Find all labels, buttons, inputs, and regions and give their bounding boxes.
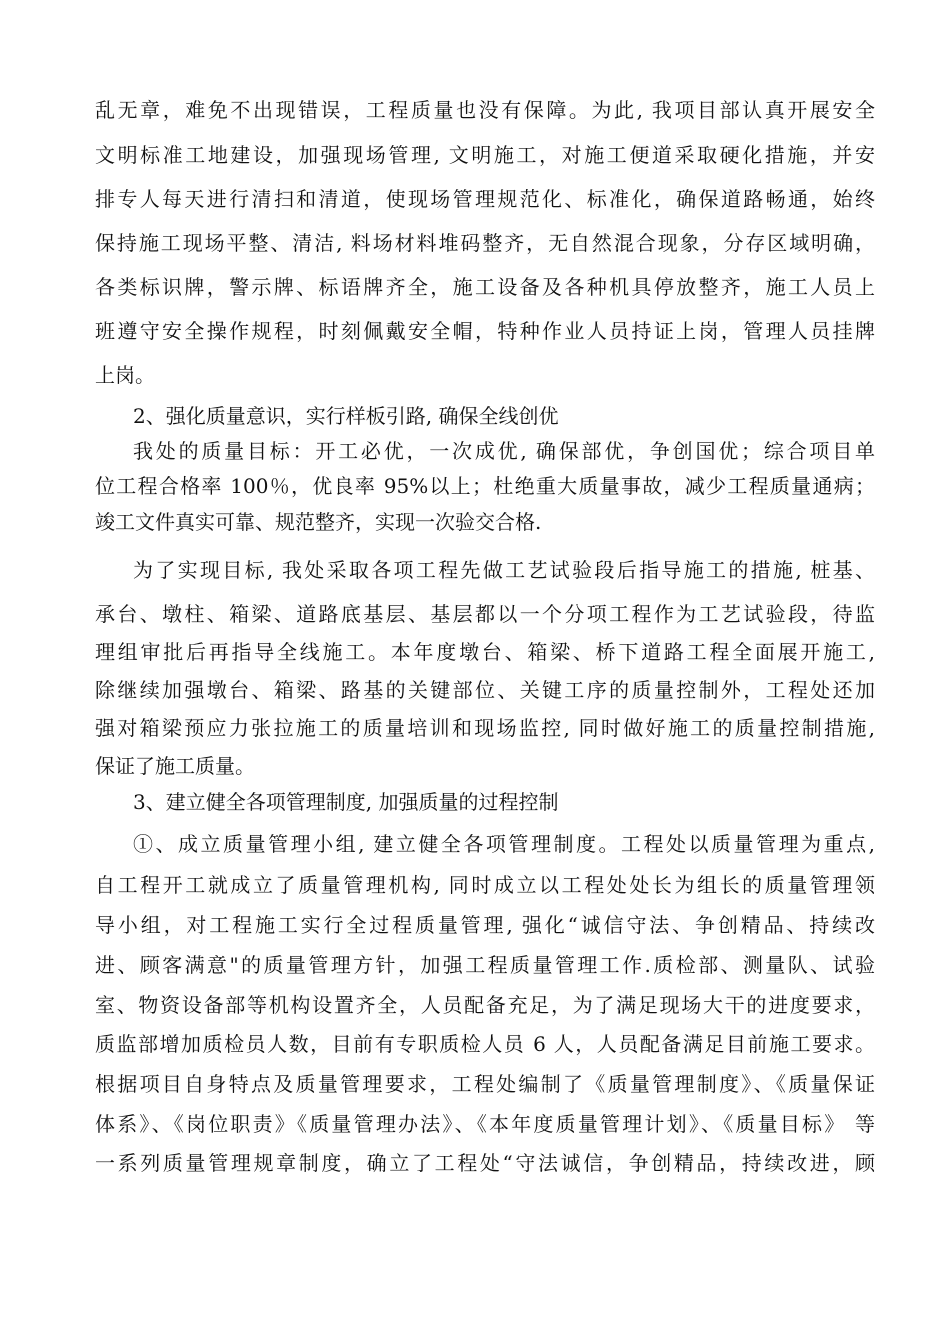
paragraph-line: 质监部增加质检员人数，目前有专职质检人员 6 人，人员配备满足目前施工要求。 — [95, 1032, 875, 1056]
paragraph-line: 根据项目自身特点及质量管理要求，工程处编制了《质量管理制度》、《质量保证 — [95, 1072, 875, 1096]
paragraph-line: 竣工文件真实可靠、规范整齐，实现一次验交合格. — [95, 510, 542, 534]
paragraph-line: 理组审批后再指导全线施工。本年度墩台、箱梁、桥下道路工程全面展开施工, — [95, 640, 875, 664]
paragraph-line: 文明标准工地建设，加强现场管理, 文明施工，对施工便道采取硬化措施，并安 — [95, 143, 875, 167]
paragraph-line: 乱无章，难免不出现错误，工程质量也没有保障。为此, 我项目部认真开展安全 — [95, 98, 875, 122]
paragraph-line: 承台、墩柱、箱梁、道路底基层、基层都以一个分项工程作为工艺试验段，待监 — [95, 602, 875, 626]
paragraph-line: 上岗。 — [95, 363, 155, 387]
paragraph-line: 保证了施工质量。 — [95, 754, 255, 778]
paragraph-line: 排专人每天进行清扫和清道，使现场管理规范化、标准化，确保道路畅通，始终 — [95, 187, 875, 211]
paragraph-line: 各类标识牌，警示牌、标语牌齐全，施工设备及各种机具停放整齐，施工人员上 — [95, 275, 875, 299]
paragraph-line: 保持施工现场平整、清洁, 料场材料堆码整齐，无自然混合现象，分存区域明确， — [95, 231, 875, 255]
paragraph-line: 进、顾客满意"的质量管理方针，加强工程质量管理工作.质检部、测量队、试验 — [95, 953, 875, 977]
paragraph-line: 位工程合格率 100％，优良率 95%以上；杜绝重大质量事故，减少工程质量通病； — [95, 474, 875, 498]
section-heading-3: 3、建立健全各项管理制度, 加强质量的过程控制 — [133, 790, 559, 814]
paragraph-line: 导小组，对工程施工实行全过程质量管理, 强化“诚信守法、争创精品、持续改 — [95, 913, 875, 937]
paragraph-line: 一系列质量管理规章制度，确立了工程处“守法诚信，争创精品，持续改进，顾 — [95, 1151, 875, 1175]
paragraph-line: 为了实现目标, 我处采取各项工程先做工艺试验段后指导施工的措施, 桩基、 — [133, 558, 875, 582]
paragraph-line: 班遵守安全操作规程，时刻佩戴安全帽，特种作业人员持证上岗，管理人员挂牌 — [95, 319, 875, 343]
paragraph-line: ①、成立质量管理小组, 建立健全各项管理制度。工程处以质量管理为重点, — [133, 832, 875, 856]
section-heading-2: 2、强化质量意识，实行样板引路, 确保全线创优 — [133, 404, 559, 428]
paragraph-line: 除继续加强墩台、箱梁、路基的关键部位、关键工序的质量控制外，工程处还加 — [95, 678, 875, 702]
paragraph-line: 室、物资设备部等机构设置齐全，人员配备充足，为了满足现场大干的进度要求， — [95, 993, 875, 1017]
paragraph-line: 强对箱梁预应力张拉施工的质量培训和现场监控, 同时做好施工的质量控制措施, — [95, 716, 875, 740]
paragraph-line: 体系》、《岗位职责》《质量管理办法》、《本年度质量管理计划》、《质量目标》 等 — [95, 1112, 875, 1136]
paragraph-line: 我处的质量目标：开工必优，一次成优, 确保部优，争创国优；综合项目单 — [133, 439, 875, 463]
paragraph-line: 自工程开工就成立了质量管理机构, 同时成立以工程处处长为组长的质量管理领 — [95, 873, 875, 897]
